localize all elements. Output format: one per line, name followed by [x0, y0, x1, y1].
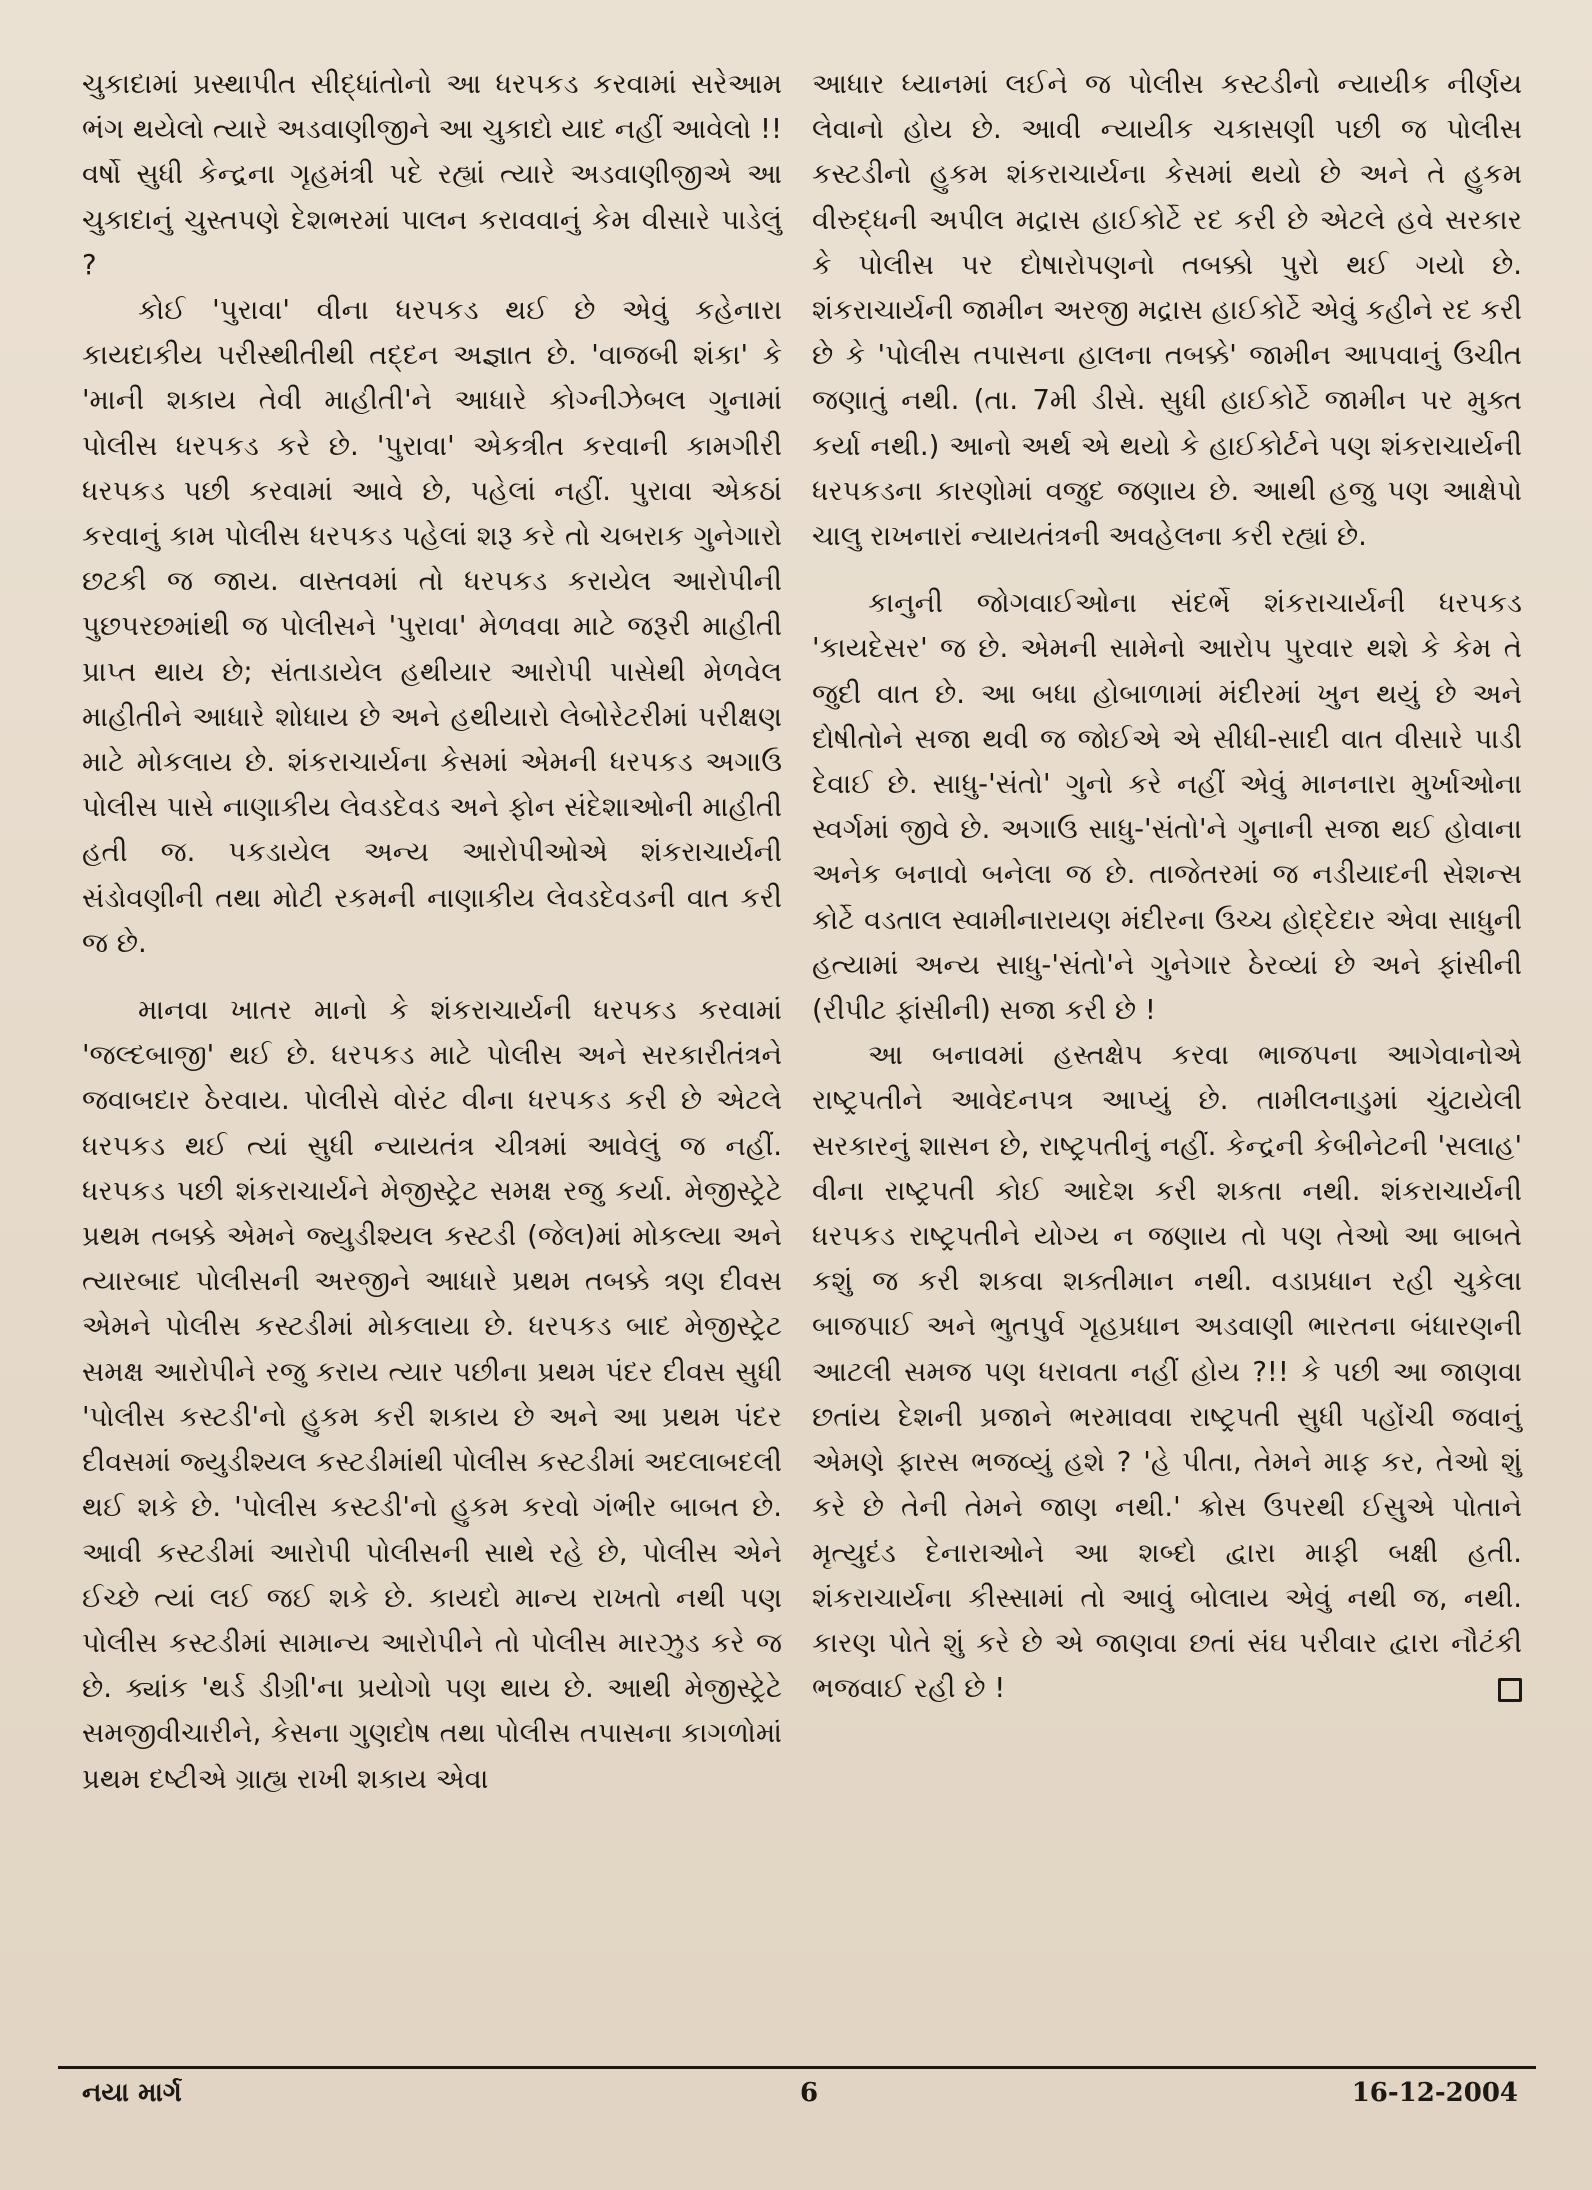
left-column	[82, 62, 782, 1802]
right-paragraph-1: આધાર ધ્યાનમાં લઈને જ પોલીસ કસ્ટડીનો ન્યાયીક નીર્ણય લેવાનો હોય છે. આવી ન્યાયીક ચકાસણી પછી જ પોલીસ કસ્ટડીનો હુકમ શંકરાચાર્યના કેસમાં થયો છે અને તે હુકમ વીરુદ્ધની અપીલ મદ્રાસ હાઈકોર્ટે રદ કરી છે એટલે હવે સરકાર કે પોલીસ પર દોષારોપણનો તબક્કો પુરો થઈ ગયો છે. શંકરાચાર્યની જામીન અરજી મદ્રાસ હાઈકોર્ટે એવું કહીને રદ કરી છે કે 'પોલીસ તપાસના હાલના તબક્કે' જામીન આપવાનું ઉચીત જણાતું નથી. (તા. 7મી ડીસે. સુધી હાઈકોર્ટે જામીન પર મુક્ત કર્યા નથી.) આનો અર્થ એ થયો કે હાઈકોર્ટને પણ શંકરાચાર્યની ધરપકડના કારણોમાં વજુદ જણાય છે. આથી હજુ પણ આક્ષેપો ચાલુ રાખનારાં ન્યાયતંત્રની અવહેલના કરી રહ્યાં છે.	[812, 68, 1522, 553]
page-number: 6	[800, 2078, 819, 2108]
left-paragraph-3: માનવા ખાતર માનો કે શંકરાચાર્યની ધરપકડ કરવામાં 'જલ્દબાજી' થઈ છે. ધરપકડ માટે પોલીસ અને સરકારીતંત્રને જવાબદાર ઠેરવાય. પોલીસે વોરંટ વીના ધરપકડ કરી છે એટલે ધરપકડ થઈ ત્યાં સુધી ન્યાયતંત્ર ચીત્રમાં આવેલું જ નહીં. ધરપકડ પછી શંકરાચાર્યને મેજીસ્ટ્રેટ સમક્ષ રજુ કર્યા. મેજીસ્ટ્રેટે પ્રથમ તબક્કે એમને જ્યુડીશ્યલ કસ્ટડી (જેલ)માં મોકલ્યા અને ત્યારબાદ પોલીસની અરજીને આધારે પ્રથમ તબક્કે ત્રણ દીવસ એમને પોલીસ કસ્ટડીમાં મોકલાયા છે. ધરપકડ બાદ મેજીસ્ટ્રેટ સમક્ષ આરોપીને રજુ કરાય ત્યાર પછીના પ્રથમ પંદર દીવસ સુધી 'પોલીસ કસ્ટડી'નો હુકમ કરી શકાય છે અને આ પ્રથમ પંદર દીવસમાં જ્યુડીશ્યલ કસ્ટડીમાંથી પોલીસ કસ્ટડીમાં અદલાબદલી થઈ શકે છે. 'પોલીસ કસ્ટડી'નો હુકમ કરવો ગંભીર બાબત છે. આવી કસ્ટડીમાં આરોપી પોલીસની સાથે રહે છે, પોલીસ એને ઈચ્છે ત્યાં લઈ જઈ શકે છે. કાયદો માન્ય રાખતો નથી પણ પોલીસ કસ્ટડીમાં સામાન્ય આરોપીને તો પોલીસ મારઝુડ કરે જ છે. ક્યાંક 'થર્ડ ડીગ્રી'ના પ્રયોગો પણ થાય છે. આથી મેજીસ્ટ્રેટે સમજીવીચારીને, કેસના ગુણદોષ તથા પોલીસ તપાસના કાગળોમાં પ્રથમ દષ્ટીએ ગ્રાહ્ય રાખી શકાય એવા	[82, 994, 782, 1795]
right-column	[812, 62, 1522, 1711]
left-paragraph-1: ચુકાદામાં પ્રસ્થાપીત સીદ્ધાંતોનો આ ધરપકડ કરવામાં સરેઆમ ભંગ થયેલો ત્યારે અડવાણીજીને આ ચુકાદો યાદ નહીં આવેલો !! વર્ષો સુધી કેન્દ્રના ગૃહમંત્રી પદે રહ્યાં ત્યારે અડવાણીજીએ આ ચુકાદાનું ચુસ્તપણે દેશભરમાં પાલન કરાવવાનું કેમ વીસારે પાડેલું ?	[82, 68, 782, 281]
right-paragraph-3-text: આ બનાવમાં હસ્તક્ષેપ કરવા ભાજપના આગેવાનોએ રાષ્ટ્રપતીને આવેદનપત્ર આપ્યું છે. તામીલનાડુમાં ચુંટાયેલી સરકારનું શાસન છે, રાષ્ટ્રપતીનું નહીં. કેન્દ્રની કેબીનેટની 'સલાહ' વીના રાષ્ટ્રપતી કોઈ આદેશ કરી શકતા નથી. શંકરાચાર્યની ધરપકડ રાષ્ટ્રપતીને યોગ્ય ન જણાય તો પણ તેઓ આ બાબતે કશું જ કરી શકવા શક્તીમાન નથી. વડાપ્રધાન રહી ચુકેલા બાજપાઈ અને ભુતપુર્વ ગૃહપ્રધાન અડવાણી ભારતના બંધારણની આટલી સમજ પણ ધરાવતા નહીં હોય ?!! કે પછી આ જાણવા છતાંય દેશની પ્રજાને ભરમાવવા રાષ્ટ્રપતી સુધી પહોંચી જવાનું એમણે ફારસ ભજવ્યું હશે ? 'હે પીતા, તેમને માફ કર, તેઓ શું કરે છે તેની તેમને જાણ નથી.' ક્રોસ ઉપરથી ઈસુએ પોતાને મૃત્યુદંડ દેનારાઓને આ શબ્દો દ્વારા માફી બક્ષી હતી. શંકરાચાર્યના કીસ્સામાં તો આવું બોલાય એવું નથી જ, નથી. કારણ પોતે શું કરે છે એ જાણવા છતાં સંઘ પરીવાર દ્વારા નૌટંકી ભજવાઈ રહી છે !	[812, 1039, 1522, 1705]
issue-date: 16-12-2004	[1351, 2078, 1518, 2108]
right-paragraph-3	[812, 1033, 1522, 1711]
publication-name: નયા માર્ગ	[82, 2078, 182, 2108]
left-paragraph-2: કોઈ 'પુરાવા' વીના ધરપકડ થઈ છે એવું કહેનારા કાયદાકીય પરીસ્થીતીથી તદ્દન અજ્ઞાત છે. 'વાજબી શંકા' કે 'માની શકાય તેવી માહીતી'ને આધારે કોગ્નીઝેબલ ગુનામાં પોલીસ ધરપકડ કરે છે. 'પુરાવા' એકત્રીત કરવાની કામગીરી ધરપકડ પછી કરવામાં આવે છે, પહેલાં નહીં. પુરાવા એકઠાં કરવાનું કામ પોલીસ ધરપકડ પહેલાં શરૂ કરે તો ચબરાક ગુનેગારો છટકી જ જાય. વાસ્તવમાં તો ધરપકડ કરાયેલ આરોપીની પુછપરછમાંથી જ પોલીસને 'પુરાવા' મેળવવા માટે જરૂરી માહીતી પ્રાપ્ત થાય છે; સંતાડાયેલ હથીયાર આરોપી પાસેથી મેળવેલ માહીતીને આધારે શોધાય છે અને હથીયારો લેબોરેટરીમાં પરીક્ષણ માટે મોકલાય છે. શંકરાચાર્યના કેસમાં એમની ધરપકડ અગાઉ પોલીસ પાસે નાણાકીય લેવડદેવડ અને ફોન સંદેશાઓની માહીતી હતી જ. પકડાયેલ અન્ય આરોપીઓએ શંકરાચાર્યની સંડોવણીની તથા મોટી રકમની નાણાકીય લેવડદેવડની વાત કરી જ છે.	[82, 294, 782, 959]
end-of-article-box-icon	[1498, 1678, 1522, 1702]
right-paragraph-2: કાનુની જોગવાઈઓના સંદર્ભે શંકરાચાર્યની ધરપકડ 'કાયદેસર' જ છે. એમની સામેનો આરોપ પુરવાર થશે કે કેમ તે જુદી વાત છે. આ બધા હોબાળામાં મંદીરમાં ખુન થયું છે અને દોષીતોને સજા થવી જ જોઈએ એ સીધી-સાદી વાત વીસારે પાડી દેવાઈ છે. સાધુ-'સંતો' ગુનો કરે નહીં એવું માનનારા મુર્ખાઓના સ્વર્ગમાં જીવે છે. અગાઉ સાધુ-'સંતો'ને ગુનાની સજા થઈ હોવાના અનેક બનાવો બનેલા જ છે. તાજેતરમાં જ નડીયાદની સેશન્સ કોર્ટે વડતાલ સ્વામીનારાયણ મંદીરના ઉચ્ચ હોદ્દેદાર એવા સાધુની હત્યામાં અન્ય સાધુ-'સંતો'ને ગુનેગાર ઠેરવ્યાં છે અને ફાંસીની (રીપીટ ફાંસીની) સજા કરી છે !	[812, 587, 1522, 1027]
footer-divider	[58, 2066, 1536, 2069]
